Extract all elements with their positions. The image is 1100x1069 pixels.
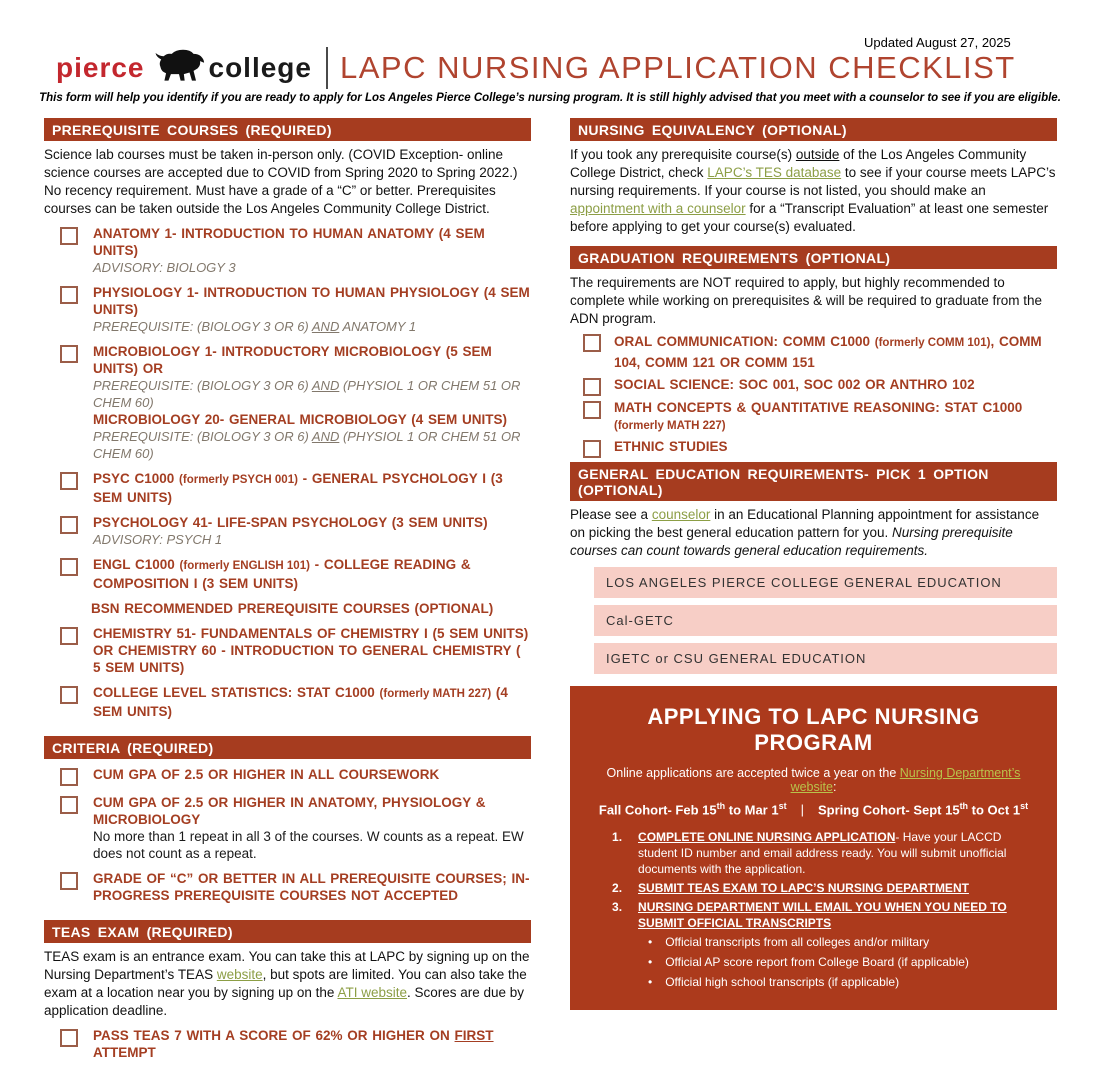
checkbox-math-concepts[interactable] xyxy=(583,401,601,419)
logo-divider xyxy=(326,47,328,89)
step-title: NURSING DEPARTMENT WILL EMAIL YOU WHEN YOU NEED TO SUBMIT OFFICIAL TRANSCRIPTS xyxy=(638,900,1007,931)
course-title: MICROBIOLOGY 20- GENERAL MICROBIOLOGY (4 SEM UNITS) xyxy=(93,412,508,427)
checklist-item-engl-c1000 xyxy=(44,556,531,592)
course-title: - COLLEGE READING & COMPOSITION I (3 SEM UNITS) xyxy=(93,557,471,591)
superscript: st xyxy=(1020,801,1029,811)
pass-teas-label: ATTEMPT xyxy=(93,1045,156,1060)
course-title: PSYCHOLOGY 41- LIFE-SPAN PSYCHOLOGY (3 SEM UNITS) xyxy=(93,515,488,530)
tes-database-link[interactable]: LAPC’s TES database xyxy=(707,165,842,180)
section-header-general-education: GENERAL EDUCATION REQUIREMENTS- PICK 1 OPTION (OPTIONAL) xyxy=(570,462,1057,501)
right-column xyxy=(570,118,1057,1010)
prereq-and: AND xyxy=(311,378,340,393)
grad-req-formerly: (formerly MATH 227) xyxy=(614,420,726,432)
step-title: COMPLETE ONLINE NURSING APPLICATION xyxy=(638,830,896,845)
bullet-item xyxy=(648,934,1041,950)
logo-pierce-text: pierce xyxy=(56,52,145,83)
course-prerequisite xyxy=(93,318,531,335)
checklist-item-gpa-all xyxy=(44,766,531,786)
counselor-appointment-link[interactable]: appointment with a counselor xyxy=(570,201,746,216)
checklist-item-chemistry xyxy=(44,625,531,676)
grad-req-label: ORAL COMMUNICATION: COMM C1000 xyxy=(614,334,875,349)
grad-req-label: ETHNIC STUDIES xyxy=(614,439,728,454)
course-title: COLLEGE LEVEL STATISTICS: STAT C1000 xyxy=(93,685,380,700)
gened-segment: in an Educational Planning appointment for assistance on picking the best general education pattern for you. xyxy=(570,507,1040,540)
equivalency-segment: for a “Transcript Evaluation” at least one semester before applying to get your course(s) evaluated. xyxy=(570,201,1049,234)
applying-panel xyxy=(570,686,1057,1010)
course-formerly: (formerly PSYCH 001) xyxy=(179,474,298,486)
checkbox-chemistry[interactable] xyxy=(60,627,78,645)
checkbox-physiology[interactable] xyxy=(60,286,78,304)
applying-intro-line xyxy=(586,766,1041,794)
course-title: ANATOMY 1- INTRODUCTION TO HUMAN ANATOMY (4 SEM UNITS) xyxy=(93,226,485,258)
bullet-item xyxy=(648,974,1041,990)
checkbox-engl-c1000[interactable] xyxy=(60,558,78,576)
checklist-item-social-science xyxy=(570,376,1057,396)
prereq-and: AND xyxy=(311,429,340,444)
equivalency-segment: of the Los Angeles Community College District, check xyxy=(570,147,1027,180)
gened-option-igetc-csu: IGETC or CSU GENERAL EDUCATION xyxy=(594,643,1057,674)
course-formerly: (formerly MATH 227) xyxy=(379,688,492,700)
fall-cohort: Fall Cohort- Feb 15 xyxy=(598,802,717,818)
prereq-text: (BIOLOGY 3 OR 6) xyxy=(197,429,312,444)
logo-college-text: college xyxy=(208,52,312,83)
course-advisory: ADVISORY: PSYCH 1 xyxy=(93,532,223,547)
cohort-separator: | xyxy=(800,802,804,818)
course-title: - GENERAL PSYCHOLOGY I (3 SEM UNITS) xyxy=(93,471,503,505)
teas-website-link[interactable]: website xyxy=(216,967,263,982)
bsn-subheader xyxy=(44,600,531,617)
checkbox-ethnic-studies[interactable] xyxy=(583,440,601,458)
bsn-subheader-label: BSN RECOMMENDED PREREQUISITE COURSES (OPTIONAL) xyxy=(91,601,494,616)
checklist-item-physiology xyxy=(44,284,531,335)
prereq-text: PREREQUISITE: (BIOLOGY 3 OR 6) xyxy=(93,319,312,334)
superscript: th xyxy=(716,801,726,811)
superscript: st xyxy=(778,801,787,811)
course-title: MICROBIOLOGY 1- INTRODUCTORY MICROBIOLOGY (5 SEM UNITS) OR xyxy=(93,344,492,376)
bullet-item xyxy=(648,954,1041,970)
checklist-item-statistics xyxy=(44,684,531,720)
checklist-item-gpa-sciences xyxy=(44,794,531,862)
applying-title: APPLYING TO LAPC NURSING PROGRAM xyxy=(647,704,980,755)
applying-segment: Online applications are accepted twice a year on the xyxy=(606,766,900,780)
updated-date: Updated August 27, 2025 xyxy=(864,35,1011,50)
course-advisory: ADVISORY: BIOLOGY 3 xyxy=(93,260,236,275)
gened-italic-note: Nursing prerequisite courses can count towards general education requirements. xyxy=(570,525,1013,558)
checkbox-social-science[interactable] xyxy=(583,378,601,396)
applying-segment: : xyxy=(832,780,837,794)
spring-cohort: to Oct 1 xyxy=(968,802,1021,818)
checklist-item-grade-c xyxy=(44,870,531,904)
checklist-item-microbiology xyxy=(44,343,531,462)
checkbox-gpa-sciences[interactable] xyxy=(60,796,78,814)
transcript-bullets xyxy=(586,934,1041,990)
applying-step-1 xyxy=(612,829,1041,877)
course-title: ENGL C1000 xyxy=(93,557,180,572)
checklist-item-psyc-c1000 xyxy=(44,470,531,506)
ati-website-link[interactable]: ATI website xyxy=(337,985,407,1000)
checkbox-psychology-41[interactable] xyxy=(60,516,78,534)
section-header-graduation-requirements: GRADUATION REQUIREMENTS (OPTIONAL) xyxy=(570,246,1057,269)
gened-intro-text xyxy=(570,506,1057,560)
page-title: LAPC NURSING APPLICATION CHECKLIST xyxy=(339,50,1016,85)
criteria-note: No more than 1 repeat in all 3 of the courses. W counts as a repeat. EW does not count as a repeat. xyxy=(93,829,524,861)
bullet-text: • Official AP score report from College Board (if applicable) xyxy=(665,955,969,970)
checkbox-gpa-all[interactable] xyxy=(60,768,78,786)
prereq-text: (PHYSIOL 1 OR CHEM 51 OR CHEM 60) xyxy=(93,429,521,461)
prereq-label: PREREQUISITE: xyxy=(93,429,198,444)
bullet-text: • Official high school transcripts (if applicable) xyxy=(665,975,900,990)
course-title: PSYC C1000 xyxy=(93,471,180,486)
checklist-item-ethnic-studies xyxy=(570,438,1057,458)
course-prerequisite xyxy=(93,377,531,411)
grad-req-label: , COMM 104, COMM 121 OR COMM 151 xyxy=(614,334,1042,370)
prereq-and: AND xyxy=(311,319,340,334)
step-detail: - Have your LACCD student ID number and email address ready. You will submit unofficial documents with the application. xyxy=(638,830,1007,877)
course-formerly: (formerly ENGLISH 101) xyxy=(179,560,310,572)
checklist-item-pass-teas xyxy=(44,1027,531,1061)
criteria-label: GRADE OF “C” OR BETTER IN ALL PREREQUISITE COURSES; IN-PROGRESS PREREQUISITE COURSES NOT ACCEPTED xyxy=(93,871,530,903)
criteria-label: CUM GPA OF 2.5 OR HIGHER IN ANATOMY, PHYSIOLOGY & MICROBIOLOGY xyxy=(93,795,486,827)
equivalency-outside: outside xyxy=(795,147,840,162)
equivalency-segment: If you took any prerequisite course(s) xyxy=(570,147,796,162)
prereq-text: ANATOMY 1 xyxy=(339,319,417,334)
equivalency-segment: to see if your course meets LAPC’s nursing requirements. If your course is not listed, you should make an xyxy=(570,165,1056,198)
prereq-text: (PHYSIOL 1 OR CHEM 51 OR CHEM 60) xyxy=(93,378,521,410)
section-header-prerequisite-courses: PREREQUISITE COURSES (REQUIRED) xyxy=(44,118,531,141)
checkbox-oral-communication[interactable] xyxy=(583,334,601,352)
grad-req-label: SOCIAL SCIENCE: SOC 001, SOC 002 OR ANTHRO 102 xyxy=(614,377,975,392)
course-title: CHEMISTRY 51- FUNDAMENTALS OF CHEMISTRY I (5 SEM UNITS) OR CHEMISTRY 60 - INTRODUCTION TO GENERAL CHEMISTRY ( 5 SEM UNITS) xyxy=(93,626,529,675)
criteria-label: CUM GPA OF 2.5 OR HIGHER IN ALL COURSEWORK xyxy=(93,767,440,782)
section-header-criteria: CRITERIA (REQUIRED) xyxy=(44,736,531,759)
teas-text: , but spots are limited. You can also take the exam at a location near you by signing up on the xyxy=(44,967,527,1000)
equivalency-text xyxy=(570,146,1057,236)
teas-intro-text xyxy=(44,948,531,1020)
checklist-item-anatomy xyxy=(44,225,531,276)
pass-teas-label: PASS TEAS 7 WITH A SCORE OF 62% OR HIGHER ON xyxy=(93,1028,455,1043)
cohort-dates xyxy=(586,801,1041,817)
header-logo xyxy=(56,46,1016,90)
applying-steps-list xyxy=(586,829,1041,931)
bull-logo-icon xyxy=(153,49,205,88)
superscript: th xyxy=(959,801,969,811)
checkbox-microbiology[interactable] xyxy=(60,345,78,363)
grad-req-formerly: (formerly COMM 101) xyxy=(874,337,991,349)
graduation-intro-text: The requirements are NOT required to apply, but highly recommended to complete while working on prerequisites & will be required to graduate from the ADN program. xyxy=(570,275,1042,326)
section-header-teas-exam: TEAS EXAM (REQUIRED) xyxy=(44,920,531,943)
bullet-text: • Official transcripts from all colleges and/or military xyxy=(665,935,930,950)
prereq-text: PREREQUISITE: (BIOLOGY 3 OR 6) xyxy=(93,378,312,393)
gened-segment: Please see a xyxy=(570,507,652,522)
checklist-item-psychology-41 xyxy=(44,514,531,548)
course-title-second xyxy=(93,411,531,462)
applying-step-3 xyxy=(612,899,1041,931)
section-header-nursing-equivalency: NURSING EQUIVALENCY (OPTIONAL) xyxy=(570,118,1057,141)
gened-option-lapc: LOS ANGELES PIERCE COLLEGE GENERAL EDUCATION xyxy=(594,567,1057,598)
checkbox-psyc-c1000[interactable] xyxy=(60,472,78,490)
counselor-link[interactable]: counselor xyxy=(651,507,711,522)
gened-option-cal-getc: Cal-GETC xyxy=(594,605,1057,636)
checkbox-grade-c[interactable] xyxy=(60,872,78,890)
spring-cohort: Spring Cohort- Sept 15 xyxy=(818,802,960,818)
page-subtitle: This form will help you identify if you are ready to apply for Los Angeles Pierce College’s nursing program. It is still highly advised that you meet with a counselor to see if you are eligible. xyxy=(39,92,1061,104)
course-title: (4 SEM UNITS) xyxy=(93,685,508,719)
checklist-item-math-concepts xyxy=(570,399,1057,435)
fall-cohort: to Mar 1 xyxy=(725,802,779,818)
step-title: SUBMIT TEAS EXAM TO LAPC’S NURSING DEPARTMENT xyxy=(638,881,969,896)
teas-text: . Scores are due by application deadline. xyxy=(44,985,525,1018)
nursing-department-website-link[interactable]: Nursing Department’s website xyxy=(790,766,1021,794)
applying-step-2 xyxy=(612,880,1041,896)
checkbox-pass-teas[interactable] xyxy=(60,1029,78,1047)
left-column xyxy=(44,118,531,1069)
checkbox-statistics[interactable] xyxy=(60,686,78,704)
pass-teas-first: FIRST xyxy=(454,1028,494,1043)
teas-text: TEAS exam is an entrance exam. You can take this at LAPC by signing up on the Nursing Department’s TEAS xyxy=(44,949,530,982)
course-title: PHYSIOLOGY 1- INTRODUCTION TO HUMAN PHYSIOLOGY (4 SEM UNITS) xyxy=(93,285,530,317)
checkbox-anatomy[interactable] xyxy=(60,227,78,245)
prerequisite-intro-text: Science lab courses must be taken in-person only. (COVID Exception- online science courses are accepted due to COVID from Spring 2020 to Spring 2022.) No recency requirement. Must have a grade of a “C” or better. Prerequisites courses can be taken outside the Los Angeles Community College District. xyxy=(44,147,518,216)
grad-req-label: MATH CONCEPTS & QUANTITATIVE REASONING: STAT C1000 xyxy=(614,400,1023,415)
checklist-item-oral-communication xyxy=(570,332,1057,373)
